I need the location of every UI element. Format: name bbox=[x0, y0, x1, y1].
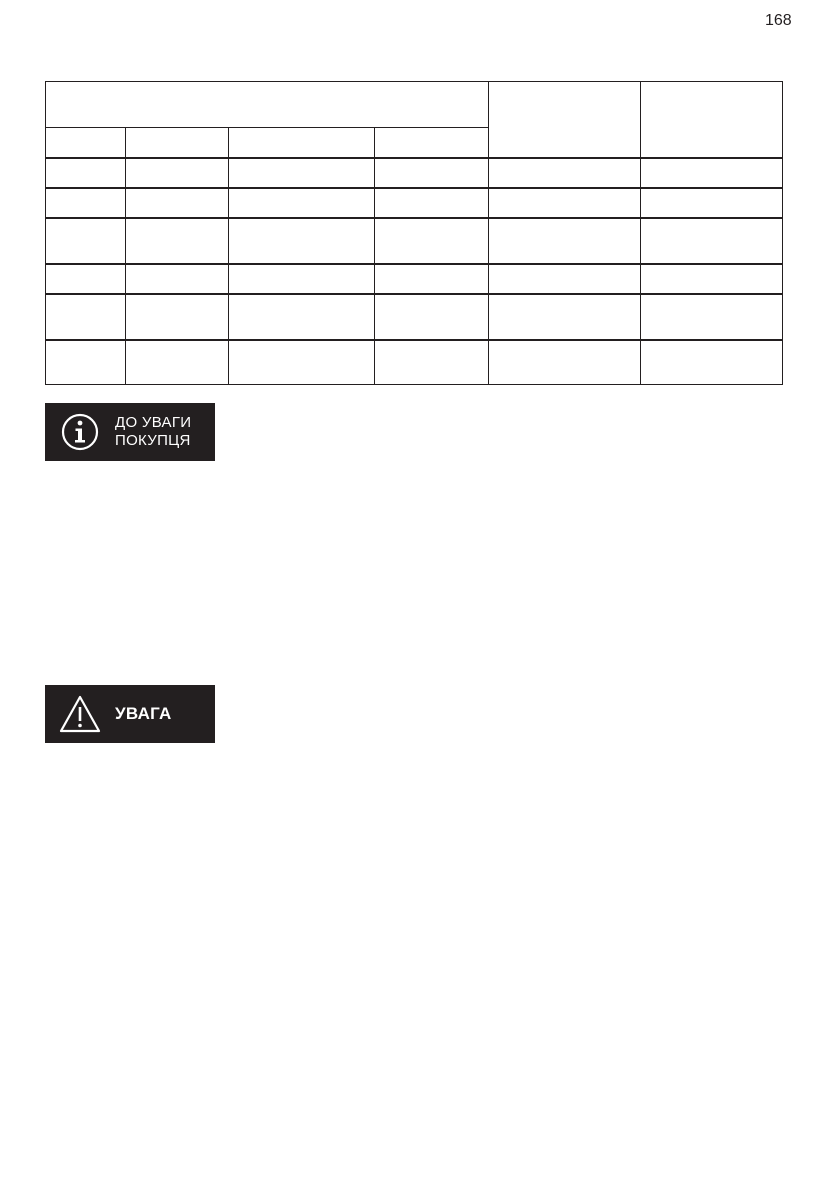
table-cell bbox=[375, 264, 489, 294]
table-cell bbox=[641, 264, 783, 294]
table-cell bbox=[126, 158, 229, 188]
info-notice-line-1: ДО УВАГИ bbox=[115, 414, 192, 431]
table-cell bbox=[46, 264, 126, 294]
table-row bbox=[46, 188, 783, 218]
table-cell bbox=[229, 158, 375, 188]
table-cell bbox=[641, 158, 783, 188]
page-number: 168 bbox=[765, 12, 792, 29]
table-cell bbox=[229, 340, 375, 385]
table-row bbox=[46, 158, 783, 188]
table-cell bbox=[126, 340, 229, 385]
table-cell bbox=[229, 294, 375, 340]
table-cell bbox=[641, 218, 783, 264]
table-cell bbox=[375, 188, 489, 218]
header-col5-cell bbox=[489, 82, 641, 158]
header-sub-cell bbox=[375, 128, 489, 158]
table-cell bbox=[375, 294, 489, 340]
table-header-row bbox=[46, 82, 783, 128]
info-notice-banner bbox=[45, 403, 215, 461]
table-cell bbox=[126, 188, 229, 218]
spec-table bbox=[45, 81, 783, 385]
table-cell bbox=[375, 218, 489, 264]
table-cell bbox=[489, 264, 641, 294]
warning-triangle-icon bbox=[45, 685, 115, 743]
table-cell bbox=[489, 218, 641, 264]
table-cell bbox=[489, 340, 641, 385]
header-col6-cell bbox=[641, 82, 783, 158]
table-row bbox=[46, 218, 783, 264]
header-group-cell bbox=[46, 82, 489, 128]
table-cell bbox=[229, 188, 375, 218]
table-cell bbox=[489, 188, 641, 218]
table-row bbox=[46, 340, 783, 385]
header-sub-cell bbox=[126, 128, 229, 158]
header-sub-cell bbox=[229, 128, 375, 158]
table-cell bbox=[126, 294, 229, 340]
table-cell bbox=[489, 158, 641, 188]
table-cell bbox=[375, 340, 489, 385]
table-cell bbox=[46, 340, 126, 385]
table-cell bbox=[489, 294, 641, 340]
table-cell bbox=[641, 340, 783, 385]
info-notice-line-2: ПОКУПЦЯ bbox=[115, 432, 191, 449]
table-cell bbox=[229, 264, 375, 294]
table-cell bbox=[375, 158, 489, 188]
table-cell bbox=[126, 264, 229, 294]
table-cell bbox=[46, 188, 126, 218]
table-cell bbox=[46, 158, 126, 188]
table-cell bbox=[126, 218, 229, 264]
warning-notice-banner bbox=[45, 685, 215, 743]
table-cell bbox=[229, 218, 375, 264]
info-circle-icon bbox=[45, 403, 115, 461]
table-cell bbox=[641, 188, 783, 218]
info-notice-label bbox=[115, 414, 211, 450]
warning-notice-label: УВАГА bbox=[115, 704, 172, 723]
table-cell bbox=[641, 294, 783, 340]
header-sub-cell bbox=[46, 128, 126, 158]
table-row bbox=[46, 264, 783, 294]
table-row bbox=[46, 294, 783, 340]
table-cell bbox=[46, 294, 126, 340]
table-cell bbox=[46, 218, 126, 264]
